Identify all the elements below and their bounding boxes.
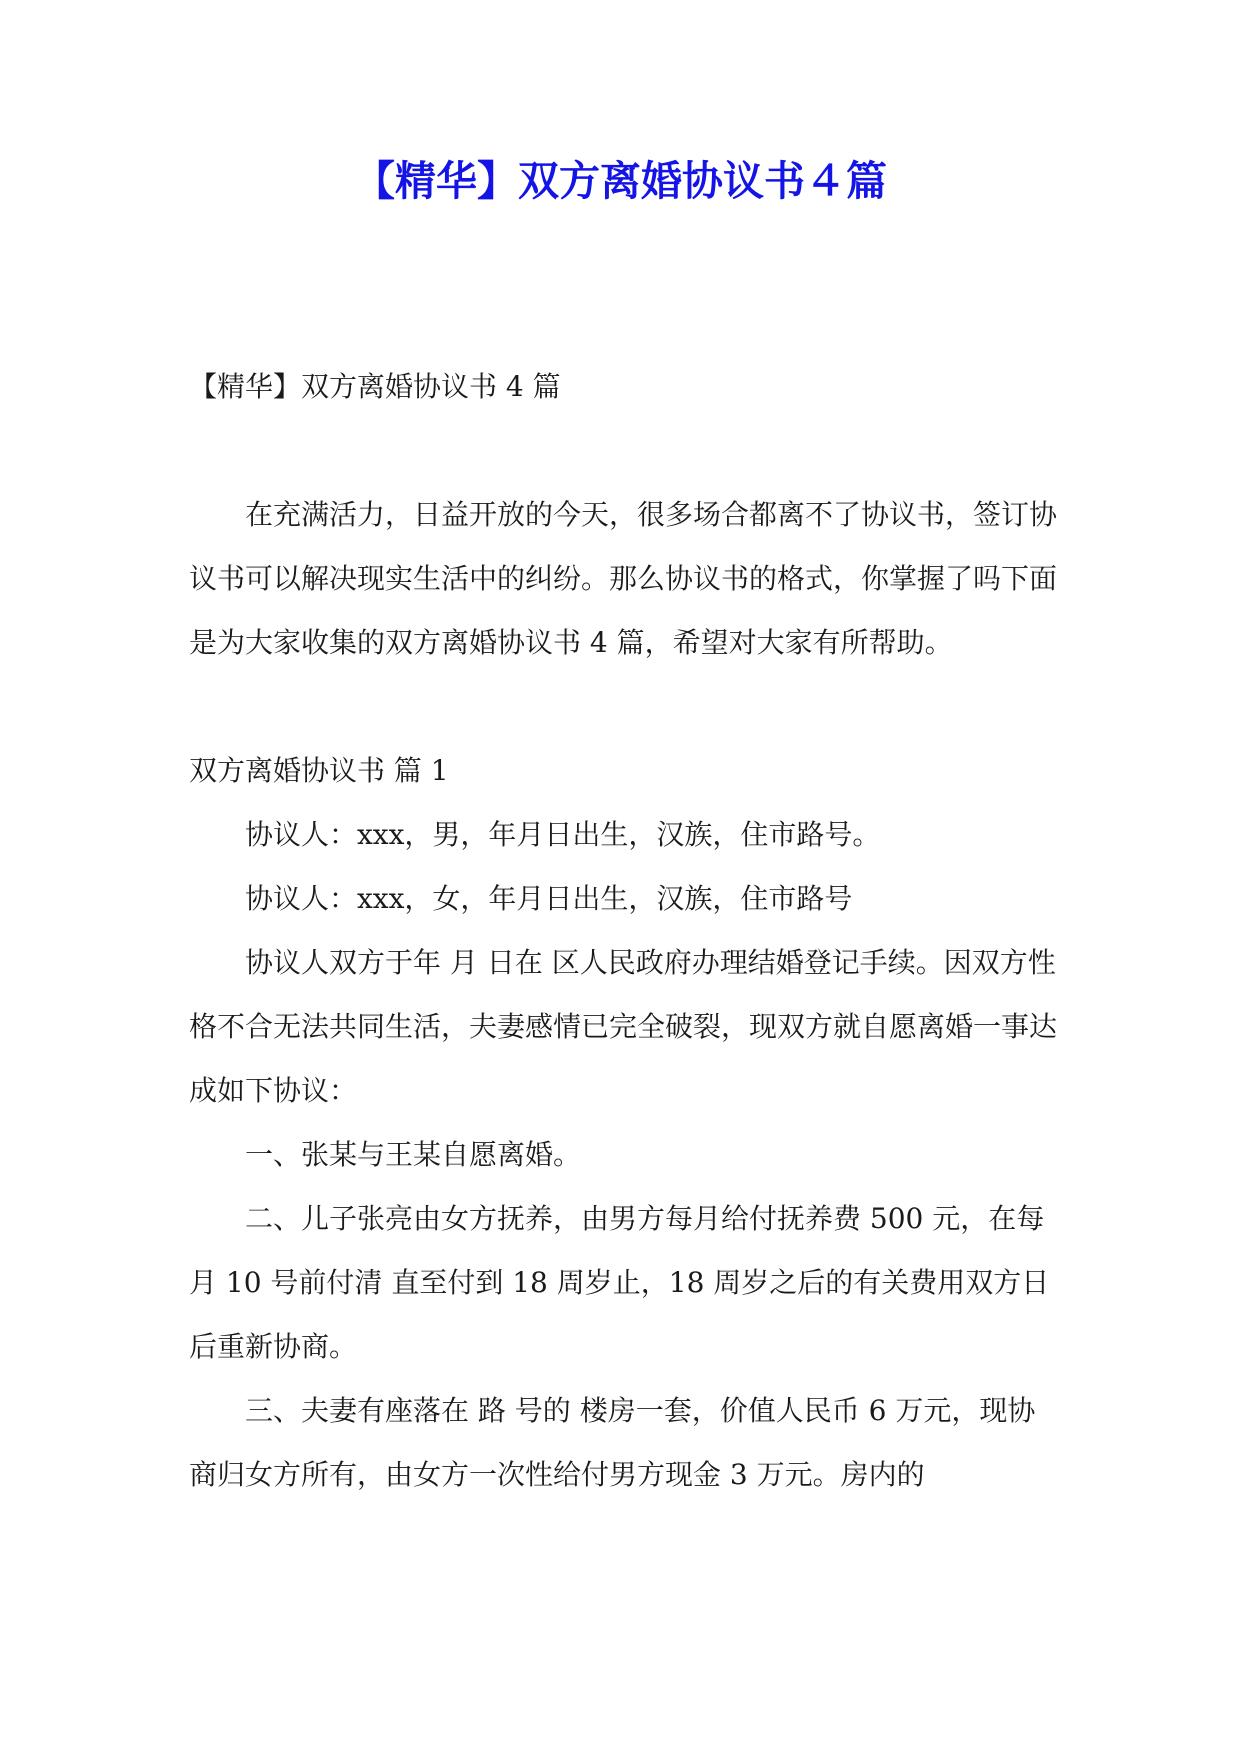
body-paragraph: 三、夫妻有座落在 路 号的 楼房一套，价值人民币 6 万元，现协商归女方所有，由女方一次性给付男方现金 3 万元。房内的 [189,1394,1036,1491]
spacer [189,419,1059,483]
section-heading: 双方离婚协议书 篇 1 [189,754,449,787]
document-title: 【精华】双方离婚协议书４篇 [354,157,887,205]
intro-paragraph: 在充满活力，日益开放的今天，很多场合都离不了协议书，签订协议书可以解决现实生活中的纠纷。那么协议书的格式，你掌握了吗下面是为大家收集的双方离婚协议书 4 篇，希望对大家有所帮助。 [189,498,1058,659]
spacer [189,675,1059,739]
body-paragraph: 二、儿子张亮由女方抚养，由男方每月给付抚养费 500 元，在每月 10 号前付清 直至付到 18 周岁止，18 周岁之后的有关费用双方日后重新协商。 [189,1202,1050,1363]
body-paragraph: 协议人：xxx，女，年月日出生，汉族，住市路号 [245,882,853,915]
document-subtitle: 【精华】双方离婚协议书 4 篇 [189,370,561,403]
body-paragraph: 协议人双方于年 月 日在 区人民政府办理结婚登记手续。因双方性格不合无法共同生活，夫妻感情已完全破裂，现双方就自愿离婚一事达成如下协议： [189,946,1058,1107]
body-paragraph: 协议人：xxx，男，年月日出生，汉族，住市路号。 [245,818,881,851]
document-body [189,355,1059,1507]
body-paragraph: 一、张某与王某自愿离婚。 [245,1138,582,1171]
